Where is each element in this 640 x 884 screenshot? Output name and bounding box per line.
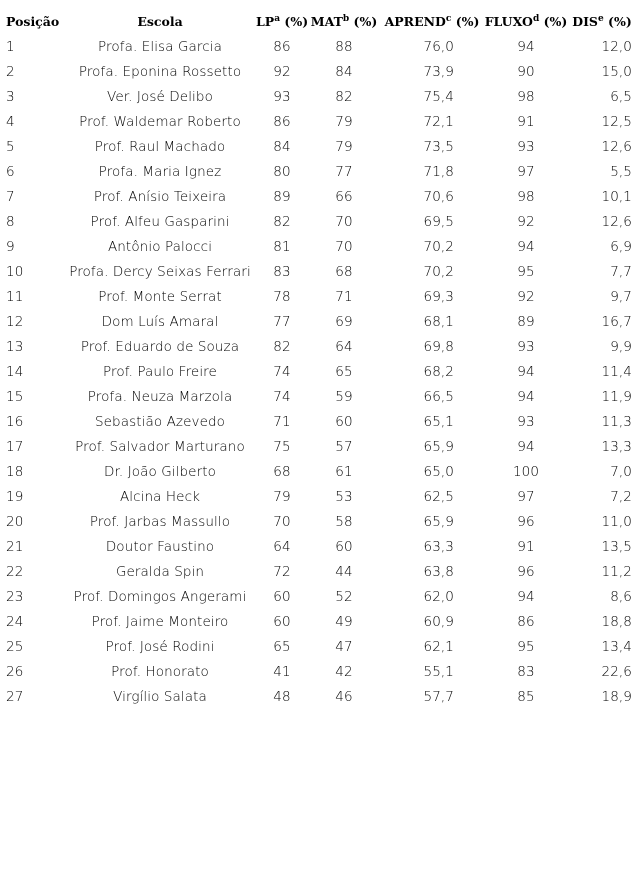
cell-dis: 13,3 bbox=[601, 438, 632, 455]
cell-aprend: 75,4 bbox=[423, 88, 454, 105]
cell-lp: 48 bbox=[273, 688, 291, 705]
header-escola: Escola bbox=[137, 13, 183, 29]
cell-posicao: 13 bbox=[6, 338, 24, 355]
cell-fluxo: 98 bbox=[517, 88, 535, 105]
table-row bbox=[6, 559, 636, 584]
cell-aprend: 62,0 bbox=[423, 588, 454, 605]
cell-lp: 89 bbox=[273, 188, 291, 205]
cell-lp: 79 bbox=[273, 488, 291, 505]
cell-posicao: 15 bbox=[6, 388, 24, 405]
cell-posicao: 14 bbox=[6, 363, 24, 380]
table-row bbox=[6, 534, 636, 559]
cell-posicao: 2 bbox=[6, 63, 15, 80]
cell-mat: 60 bbox=[335, 538, 353, 555]
cell-lp: 82 bbox=[273, 213, 291, 230]
cell-lp: 71 bbox=[273, 413, 291, 430]
cell-escola: Prof. Jarbas Massullo bbox=[89, 513, 231, 530]
cell-dis: 11,9 bbox=[601, 388, 632, 405]
cell-dis: 11,0 bbox=[601, 513, 632, 530]
table-body bbox=[6, 34, 636, 709]
cell-fluxo: 95 bbox=[517, 263, 535, 280]
cell-mat: 79 bbox=[335, 113, 353, 130]
cell-fluxo: 98 bbox=[517, 188, 535, 205]
cell-fluxo: 94 bbox=[517, 238, 535, 255]
cell-fluxo: 94 bbox=[517, 438, 535, 455]
table-row bbox=[6, 334, 636, 359]
cell-posicao: 22 bbox=[6, 563, 24, 580]
cell-dis: 12,6 bbox=[601, 138, 632, 155]
cell-lp: 93 bbox=[273, 88, 291, 105]
cell-mat: 71 bbox=[335, 288, 353, 305]
cell-fluxo: 97 bbox=[517, 488, 535, 505]
cell-lp: 84 bbox=[273, 138, 291, 155]
cell-fluxo: 92 bbox=[517, 288, 535, 305]
cell-escola: Prof. Jaime Monteiro bbox=[91, 613, 229, 630]
cell-mat: 53 bbox=[335, 488, 353, 505]
cell-lp: 72 bbox=[273, 563, 291, 580]
cell-lp: 60 bbox=[273, 613, 291, 630]
cell-fluxo: 95 bbox=[517, 638, 535, 655]
cell-aprend: 65,1 bbox=[423, 413, 454, 430]
cell-escola: Dr. João Gilberto bbox=[104, 463, 216, 480]
cell-mat: 82 bbox=[335, 88, 353, 105]
cell-posicao: 9 bbox=[6, 238, 15, 255]
cell-aprend: 55,1 bbox=[423, 663, 454, 680]
cell-escola: Antônio Palocci bbox=[107, 238, 213, 255]
cell-mat: 88 bbox=[335, 38, 353, 55]
cell-lp: 77 bbox=[273, 313, 291, 330]
cell-fluxo: 97 bbox=[517, 163, 535, 180]
cell-posicao: 17 bbox=[6, 438, 24, 455]
cell-aprend: 72,1 bbox=[423, 113, 454, 130]
table-row bbox=[6, 59, 636, 84]
cell-dis: 11,2 bbox=[601, 563, 632, 580]
cell-lp: 75 bbox=[273, 438, 291, 455]
cell-escola: Prof. Paulo Freire bbox=[103, 363, 217, 380]
cell-escola: Prof. José Rodini bbox=[105, 638, 215, 655]
table-row bbox=[6, 459, 636, 484]
cell-aprend: 65,0 bbox=[423, 463, 454, 480]
cell-mat: 49 bbox=[335, 613, 353, 630]
cell-lp: 78 bbox=[273, 288, 291, 305]
cell-aprend: 70,6 bbox=[423, 188, 454, 205]
cell-lp: 82 bbox=[273, 338, 291, 355]
cell-fluxo: 96 bbox=[517, 513, 535, 530]
cell-dis: 11,3 bbox=[601, 413, 632, 430]
header-lp: $LP^a$ (%) bbox=[256, 13, 309, 29]
cell-posicao: 3 bbox=[6, 88, 15, 105]
cell-escola: Prof. Honorato bbox=[111, 663, 209, 680]
cell-fluxo: 90 bbox=[517, 63, 535, 80]
cell-dis: 10,1 bbox=[601, 188, 632, 205]
cell-aprend: 60,9 bbox=[423, 613, 454, 630]
cell-posicao: 21 bbox=[6, 538, 24, 555]
cell-escola: Doutor Faustino bbox=[105, 538, 215, 555]
cell-dis: 12,5 bbox=[601, 113, 632, 130]
cell-lp: 86 bbox=[273, 113, 291, 130]
cell-mat: 65 bbox=[335, 363, 353, 380]
cell-fluxo: 96 bbox=[517, 563, 535, 580]
cell-dis: 12,6 bbox=[601, 213, 632, 230]
cell-escola: Geralda Spin bbox=[115, 563, 205, 580]
cell-mat: 52 bbox=[335, 588, 353, 605]
cell-escola: Prof. Waldemar Roberto bbox=[79, 113, 241, 130]
cell-escola: Profa. Eponina Rossetto bbox=[78, 63, 242, 80]
cell-dis: 7,7 bbox=[610, 263, 632, 280]
cell-escola: Profa. Dercy Seixas Ferrari bbox=[69, 263, 251, 280]
cell-fluxo: 94 bbox=[517, 363, 535, 380]
cell-posicao: 4 bbox=[6, 113, 15, 130]
cell-lp: 86 bbox=[273, 38, 291, 55]
cell-escola: Profa. Maria Ignez bbox=[98, 163, 222, 180]
table-row bbox=[6, 659, 636, 684]
cell-aprend: 63,8 bbox=[423, 563, 454, 580]
cell-aprend: 69,3 bbox=[423, 288, 454, 305]
table-row bbox=[6, 209, 636, 234]
cell-lp: 74 bbox=[273, 363, 291, 380]
cell-dis: 5,5 bbox=[610, 163, 632, 180]
table-row bbox=[6, 359, 636, 384]
cell-mat: 47 bbox=[335, 638, 353, 655]
cell-aprend: 69,8 bbox=[423, 338, 454, 355]
cell-mat: 64 bbox=[335, 338, 353, 355]
cell-aprend: 71,8 bbox=[423, 163, 454, 180]
table-row bbox=[6, 509, 636, 534]
cell-dis: 12,0 bbox=[601, 38, 632, 55]
header-posicao: Posição bbox=[6, 13, 60, 29]
cell-dis: 7,2 bbox=[610, 488, 632, 505]
cell-fluxo: 86 bbox=[517, 613, 535, 630]
cell-escola: Prof. Anísio Teixeira bbox=[93, 188, 227, 205]
table-row bbox=[6, 584, 636, 609]
cell-escola: Prof. Monte Serrat bbox=[98, 288, 222, 305]
cell-posicao: 20 bbox=[6, 513, 24, 530]
cell-mat: 69 bbox=[335, 313, 353, 330]
header-row bbox=[6, 8, 636, 34]
cell-posicao: 10 bbox=[6, 263, 24, 280]
table-row bbox=[6, 434, 636, 459]
cell-escola: Sebastião Azevedo bbox=[94, 413, 226, 430]
table-row bbox=[6, 384, 636, 409]
cell-posicao: 6 bbox=[6, 163, 15, 180]
cell-mat: 42 bbox=[335, 663, 353, 680]
cell-aprend: 69,5 bbox=[423, 213, 454, 230]
cell-posicao: 11 bbox=[6, 288, 24, 305]
cell-dis: 13,4 bbox=[601, 638, 632, 655]
cell-fluxo: 93 bbox=[517, 338, 535, 355]
cell-posicao: 26 bbox=[6, 663, 24, 680]
cell-aprend: 62,1 bbox=[423, 638, 454, 655]
cell-escola: Dom Luís Amaral bbox=[101, 313, 219, 330]
cell-fluxo: 91 bbox=[517, 113, 535, 130]
table-row bbox=[6, 634, 636, 659]
cell-escola: Virgílio Salata bbox=[113, 688, 207, 705]
cell-aprend: 65,9 bbox=[423, 438, 454, 455]
cell-posicao: 27 bbox=[6, 688, 24, 705]
table-row bbox=[6, 134, 636, 159]
cell-posicao: 24 bbox=[6, 613, 24, 630]
table-row bbox=[6, 309, 636, 334]
cell-posicao: 5 bbox=[6, 138, 15, 155]
cell-escola: Profa. Elisa Garcia bbox=[98, 38, 222, 55]
cell-aprend: 68,1 bbox=[423, 313, 454, 330]
cell-mat: 70 bbox=[335, 238, 353, 255]
cell-dis: 18,9 bbox=[601, 688, 632, 705]
cell-escola: Prof. Salvador Marturano bbox=[75, 438, 245, 455]
cell-lp: 70 bbox=[273, 513, 291, 530]
table-row bbox=[6, 684, 636, 709]
table-row bbox=[6, 159, 636, 184]
cell-escola: Alcina Heck bbox=[119, 488, 201, 505]
cell-escola: Prof. Raul Machado bbox=[94, 138, 226, 155]
cell-dis: 9,7 bbox=[610, 288, 632, 305]
cell-dis: 6,9 bbox=[610, 238, 632, 255]
cell-escola: Prof. Eduardo de Souza bbox=[80, 338, 240, 355]
cell-lp: 74 bbox=[273, 388, 291, 405]
cell-fluxo: 94 bbox=[517, 588, 535, 605]
cell-mat: 61 bbox=[335, 463, 353, 480]
table-row bbox=[6, 109, 636, 134]
cell-dis: 22,6 bbox=[601, 663, 632, 680]
cell-posicao: 1 bbox=[6, 38, 15, 55]
cell-dis: 11,4 bbox=[601, 363, 632, 380]
cell-escola: Profa. Neuza Marzola bbox=[87, 388, 233, 405]
cell-aprend: 68,2 bbox=[423, 363, 454, 380]
table-row bbox=[6, 284, 636, 309]
cell-posicao: 23 bbox=[6, 588, 24, 605]
cell-escola: Prof. Alfeu Gasparini bbox=[90, 213, 230, 230]
cell-lp: 68 bbox=[273, 463, 291, 480]
cell-mat: 77 bbox=[335, 163, 353, 180]
cell-aprend: 62,5 bbox=[423, 488, 454, 505]
table-row bbox=[6, 409, 636, 434]
cell-dis: 13,5 bbox=[601, 538, 632, 555]
cell-mat: 58 bbox=[335, 513, 353, 530]
table-row bbox=[6, 234, 636, 259]
cell-posicao: 18 bbox=[6, 463, 24, 480]
cell-mat: 44 bbox=[335, 563, 353, 580]
cell-mat: 60 bbox=[335, 413, 353, 430]
header-aprend: APREND$^c$ (%) bbox=[384, 13, 480, 29]
cell-mat: 79 bbox=[335, 138, 353, 155]
table-row bbox=[6, 609, 636, 634]
cell-fluxo: 89 bbox=[517, 313, 535, 330]
cell-posicao: 8 bbox=[6, 213, 15, 230]
cell-fluxo: 91 bbox=[517, 538, 535, 555]
cell-lp: 65 bbox=[273, 638, 291, 655]
cell-fluxo: 100 bbox=[512, 463, 540, 480]
cell-fluxo: 83 bbox=[517, 663, 535, 680]
header-fluxo: FLUXO$^d$ (%) bbox=[484, 13, 568, 29]
cell-mat: 59 bbox=[335, 388, 353, 405]
table-row bbox=[6, 184, 636, 209]
cell-aprend: 70,2 bbox=[423, 238, 454, 255]
cell-lp: 81 bbox=[273, 238, 291, 255]
cell-fluxo: 93 bbox=[517, 413, 535, 430]
table-row bbox=[6, 84, 636, 109]
cell-dis: 15,0 bbox=[601, 63, 632, 80]
cell-mat: 84 bbox=[335, 63, 353, 80]
cell-lp: 92 bbox=[273, 63, 291, 80]
cell-mat: 70 bbox=[335, 213, 353, 230]
cell-mat: 68 bbox=[335, 263, 353, 280]
cell-fluxo: 85 bbox=[517, 688, 535, 705]
cell-dis: 6,5 bbox=[610, 88, 632, 105]
cell-dis: 8,6 bbox=[610, 588, 632, 605]
cell-fluxo: 94 bbox=[517, 38, 535, 55]
cell-aprend: 63,3 bbox=[423, 538, 454, 555]
cell-dis: 16,7 bbox=[601, 313, 632, 330]
table-row bbox=[6, 34, 636, 59]
cell-fluxo: 94 bbox=[517, 388, 535, 405]
cell-posicao: 25 bbox=[6, 638, 24, 655]
ranking-table bbox=[6, 8, 636, 709]
cell-mat: 46 bbox=[335, 688, 353, 705]
cell-mat: 66 bbox=[335, 188, 353, 205]
cell-aprend: 76,0 bbox=[423, 38, 454, 55]
cell-posicao: 12 bbox=[6, 313, 24, 330]
cell-lp: 83 bbox=[273, 263, 291, 280]
cell-escola: Prof. Domingos Angerami bbox=[73, 588, 247, 605]
cell-aprend: 65,9 bbox=[423, 513, 454, 530]
cell-fluxo: 92 bbox=[517, 213, 535, 230]
header-dis: DIS$^e$ (%) bbox=[572, 13, 632, 29]
header-mat: MAT$^b$ (%) bbox=[310, 13, 378, 29]
cell-mat: 57 bbox=[335, 438, 353, 455]
cell-posicao: 19 bbox=[6, 488, 24, 505]
cell-lp: 80 bbox=[273, 163, 291, 180]
cell-lp: 64 bbox=[273, 538, 291, 555]
table-row bbox=[6, 484, 636, 509]
table-row bbox=[6, 259, 636, 284]
cell-aprend: 73,9 bbox=[423, 63, 454, 80]
cell-aprend: 73,5 bbox=[423, 138, 454, 155]
cell-posicao: 16 bbox=[6, 413, 24, 430]
cell-lp: 41 bbox=[273, 663, 291, 680]
cell-lp: 60 bbox=[273, 588, 291, 605]
cell-escola: Ver. José Delibo bbox=[107, 88, 213, 105]
cell-dis: 9,9 bbox=[610, 338, 632, 355]
cell-fluxo: 93 bbox=[517, 138, 535, 155]
cell-aprend: 66,5 bbox=[423, 388, 454, 405]
cell-aprend: 70,2 bbox=[423, 263, 454, 280]
cell-dis: 18,8 bbox=[601, 613, 632, 630]
cell-dis: 7,0 bbox=[610, 463, 632, 480]
cell-posicao: 7 bbox=[6, 188, 15, 205]
cell-aprend: 57,7 bbox=[423, 688, 454, 705]
